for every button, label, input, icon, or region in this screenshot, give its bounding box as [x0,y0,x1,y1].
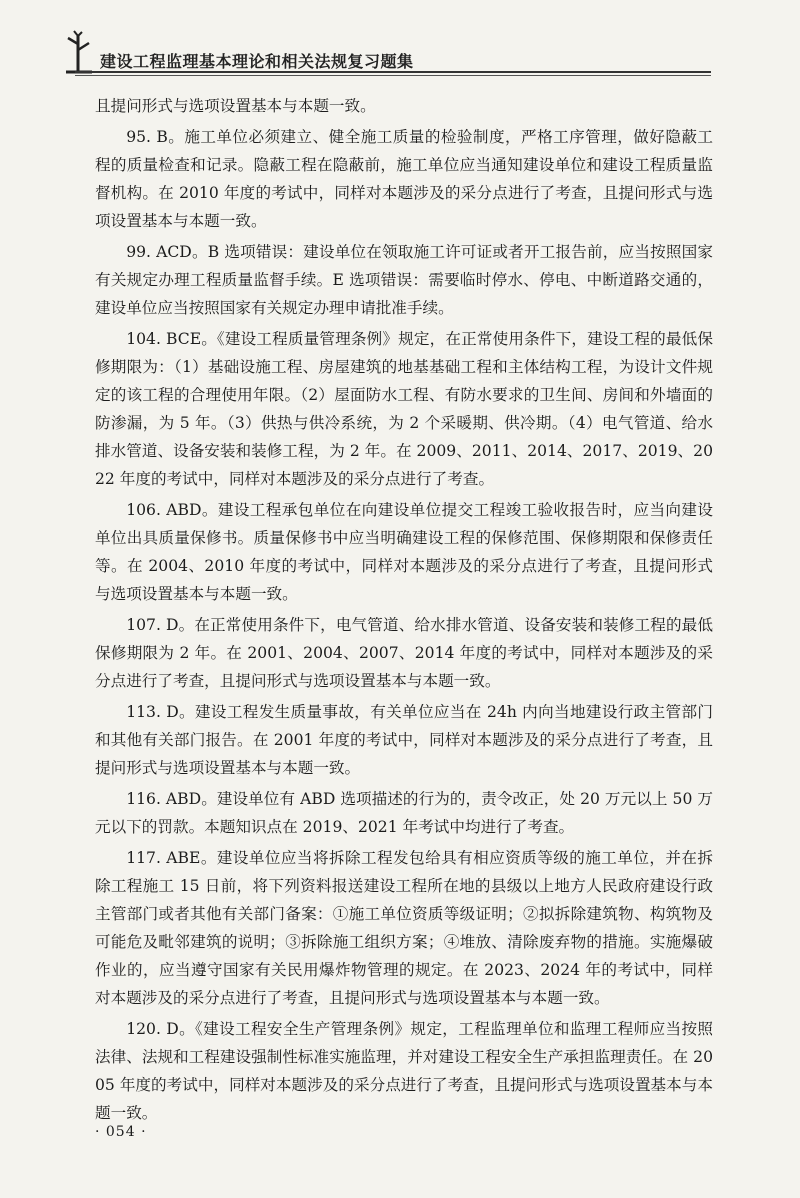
answer-paragraph: 107. D。在正常使用条件下，电气管道、给水排水管道、设备安装和装修工程的最低保修期限为 2 年。在 2001、2004、2007、2014 年度的考试中，同样对本题涉及的采分点进行了考查，且提问形式与选项设置基本与本题一致。 [95,616,713,690]
answer-paragraph: 104. BCE。《建设工程质量管理条例》规定，在正常使用条件下，建设工程的最低保修期限为：（1）基础设施工程、房屋建筑的地基基础工程和主体结构工程，为设计文件规定的该工程的合理使用年限。（2）屋面防水工程、有防水要求的卫生间、房间和外墙面的防渗漏，为 5 年。（3）供热与供冷系统，为 2 个采暖期、供冷期。（4）电气管道、给水排水管道、设备安装和装修工程，为 2 年。在 2009、2011、2014、2017、2019、2022 年度的考试中，同样对本题涉及的采分点进行了考查。 [95,330,713,488]
answer-paragraph: 99. ACD。B 选项错误：建设单位在领取施工许可证或者开工报告前，应当按照国家有关规定办理工程质量监督手续。E 选项错误：需要临时停水、停电、中断道路交通的，建设单位应当按照国家有关规定办理申请批准手续。 [95,243,713,317]
answer-paragraph: 106. ABD。建设工程承包单位在向建设单位提交工程竣工验收报告时，应当向建设单位出具质量保修书。质量保修书中应当明确建设工程的保修范围、保修期限和保修责任等。在 2004、2010 年度的考试中，同样对本题涉及的采分点进行了考查，且提问形式与选项设置基本与本题一致。 [95,501,713,603]
book-title: 建设工程监理基本理论和相关法规复习题集 [100,52,414,71]
page-header [0,0,800,80]
header-rule-thin [75,75,711,76]
answer-paragraph: 113. D。建设工程发生质量事故，有关单位应当在 24h 内向当地建设行政主管部门和其他有关部门报告。在 2001 年度的考试中，同样对本题涉及的采分点进行了考查，且提问形式与选项设置基本与本题一致。 [95,703,713,777]
header-rule-thick [75,71,711,73]
page-number: · 054 · [95,1124,147,1140]
answer-paragraph: 117. ABE。建设单位应当将拆除工程发包给具有相应资质等级的施工单位，并在拆除工程施工 15 日前，将下列资料报送建设工程所在地的县级以上地方人民政府建设行政主管部门或者其他有关部门备案：①施工单位资质等级证明；②拟拆除建筑物、构筑物及可能危及毗邻建筑的说明；③拆除施工组织方案；④堆放、清除废弃物的措施。实施爆破作业的，应当遵守国家有关民用爆炸物管理的规定。在 2023、2024 年的考试中，同样对本题涉及的采分点进行了考查，且提问形式与选项设置基本与本题一致。 [95,849,713,1007]
answer-paragraph: 116. ABD。建设单位有 ABD 选项描述的行为的，责令改正，处 20 万元以上 50 万元以下的罚款。本题知识点在 2019、2021 年考试中均进行了考查。 [95,790,713,836]
answer-paragraph: 120. D。《建设工程安全生产管理条例》规定，工程监理单位和监理工程师应当按照法律、法规和工程建设强制性标准实施监理，并对建设工程安全生产承担监理责任。在 2005 年度的考试中，同样对本题涉及的采分点进行了考查，且提问形式与选项设置基本与本题一致。 [95,1020,713,1122]
answer-paragraph: 95. B。施工单位必须建立、健全施工质量的检验制度，严格工序管理，做好隐蔽工程的质量检查和记录。隐蔽工程在隐蔽前，施工单位应当通知建设单位和建设工程质量监督机构。在 2010 年度的考试中，同样对本题涉及的采分点进行了考查，且提问形式与选项设置基本与本题一致。 [95,128,713,230]
answer-paragraph: 且提问形式与选项设置基本与本题一致。 [95,97,376,115]
answer-content [95,92,713,1130]
